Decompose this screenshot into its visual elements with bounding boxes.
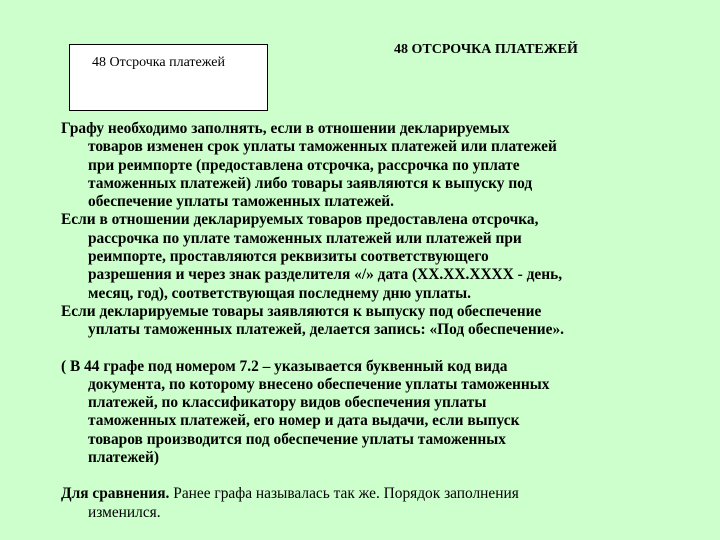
field-box-label: 48 Отсрочка платежей [92,55,225,70]
text-line: таможенных платежей) либо товары заявляются к выпуску под [88,174,533,192]
text-line: документа, по которому внесено обеспечение уплаты таможенных [88,375,550,393]
comparison-lead: Для сравнения. [61,485,170,503]
text-line: уплаты таможенных платежей, делается запись: «Под обеспечение». [88,321,564,339]
paragraph-deferral-details [61,211,711,302]
text-line: Графу необходимо заполнять, если в отношении декларируемых [61,120,510,137]
paragraph-field-44-note [61,358,711,468]
text-line: месяц, год), соответствующая последнему дню уплаты. [88,284,471,302]
text-line: таможенных платежей, его номер и дата выдачи, если выпуск [88,412,520,430]
text-line: Если декларируемые товары заявляются к выпуску под обеспечение [61,302,542,320]
text-line: реимпорте, проставляются реквизиты соответствующего [88,248,489,266]
customs-field-48-box [69,44,268,111]
text-line [61,485,711,503]
text-line: товаров изменен срок уплаты таможенных платежей или платежей [88,138,557,156]
slide-title: 48 ОТСРОЧКА ПЛАТЕЖЕЙ [394,42,578,57]
text-line: товаров производится под обеспечение уплаты таможенных [88,430,506,448]
slide-content [61,120,711,522]
paragraph-comparison [61,485,711,522]
text-line: рассрочка по уплате таможенных платежей или платежей при [88,229,522,247]
paragraph-fill-condition [61,120,711,211]
text-line: платежей, по классификатору видов обеспечения уплаты [88,394,487,412]
text-line: ( В 44 графе под номером 7.2 – указывается буквенный код вида [61,357,508,375]
spacer [61,340,711,358]
text-line: изменился. [88,503,161,521]
paragraph-security-record [61,303,711,340]
text-line: при реимпорте (предоставлена отсрочка, рассрочка по уплате [88,156,520,174]
text-line: разрешения и через знак разделителя «/» дата (ХХ.ХХ.ХХХХ - день, [88,266,563,284]
text-line: платежей) [88,449,159,467]
text-line: обеспечение уплаты таможенных платежей. [88,193,395,211]
comparison-text: Ранее графа называлась так же. Порядок заполнения [169,485,519,503]
text-line: Если в отношении декларируемых товаров предоставлена отсрочка, [61,211,539,229]
spacer [61,467,711,485]
